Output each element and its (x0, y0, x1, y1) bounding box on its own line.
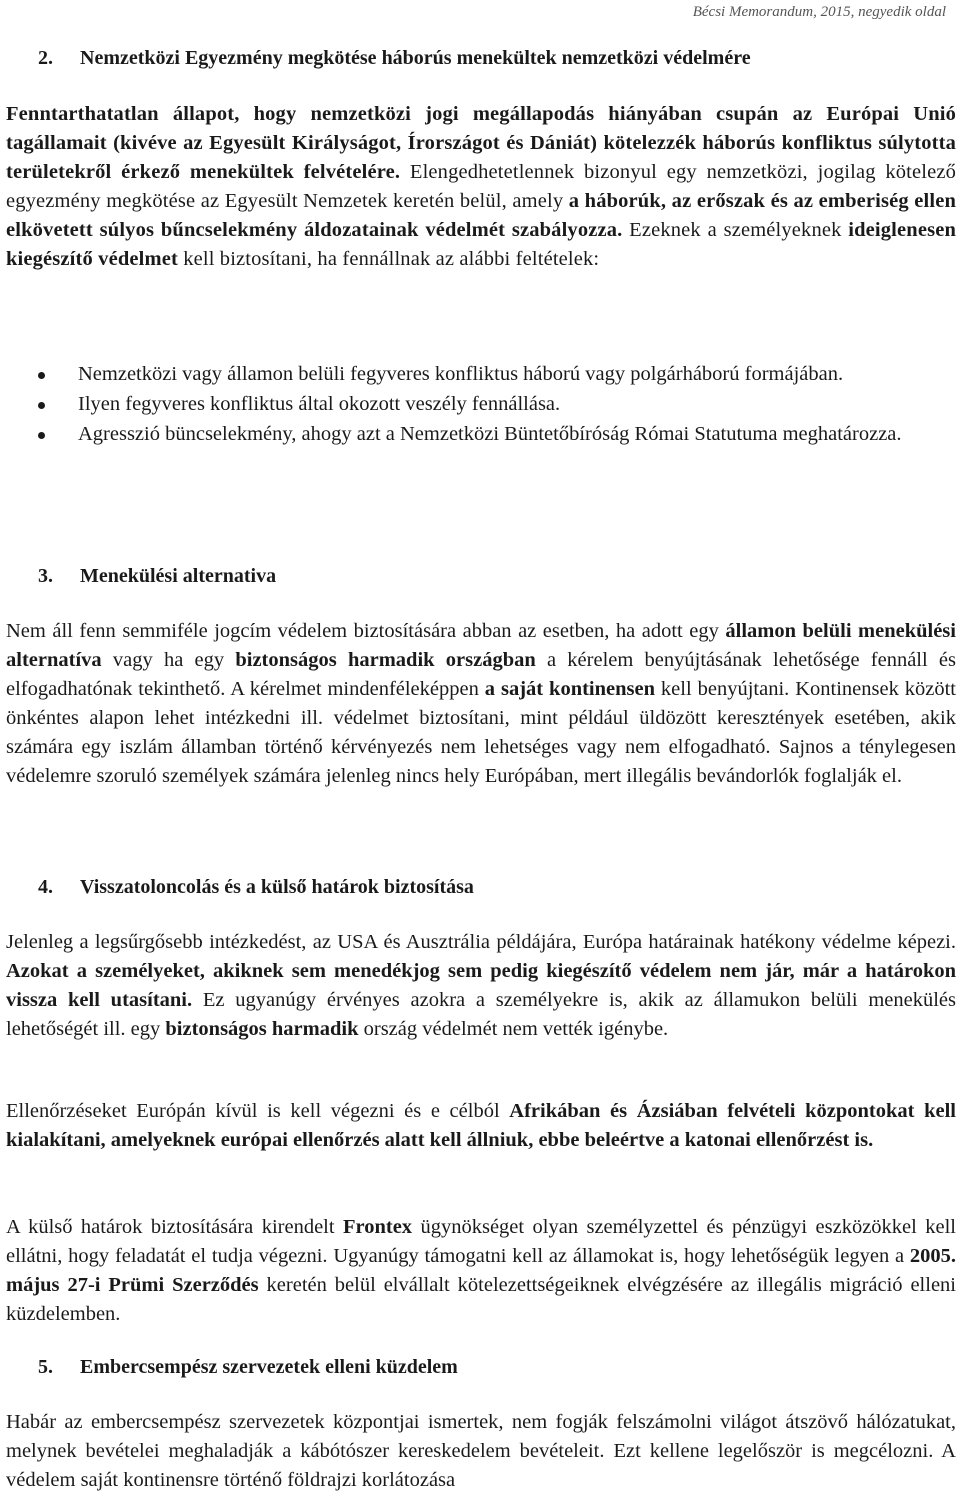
section-3-title: Menekülési alternativa (80, 565, 277, 587)
list-item: Nemzetközi vagy államon belüli fegyveres konfliktus háború vagy polgárháború formájában. (38, 360, 956, 389)
section-5-title: Embercsempész szervezetek elleni küzdelem (80, 1356, 458, 1378)
section-3-heading (38, 565, 276, 588)
section-5-number: 5. (38, 1356, 53, 1378)
section-4-number: 4. (38, 876, 53, 898)
section-4-heading (38, 876, 474, 899)
list-item: Agresszió büncselekmény, ahogy azt a Nemzetközi Büntetőbíróság Római Statutuma meghatározza. (38, 420, 956, 449)
section-2-heading (38, 47, 751, 70)
page-header: Bécsi Memorandum, 2015, negyedik oldal (692, 4, 946, 20)
section-4-paragraph-1: Jelenleg a legsűrgősebb intézkedést, az USA és Ausztrália példájára, Európa határainak hatékony védelme képezi. Azokat a személyeket, akiknek sem menedékjog sem pedig kiegészítő védelem nem jár, már a határokon vissza kell utasítani. Ez ugyanúgy érvényes azokra a személyekre is, akik az államukon belüli menekülés lehetőségét ill. egy biztonságos harmadik ország védelmét nem vették igénybe. (6, 931, 956, 1040)
section-4-title: Visszatoloncolás és a külső határok biztosítása (80, 876, 474, 898)
section-5-paragraph: Habár az embercsempész szervezetek központjai ismertek, nem fogják felszámolni világot átszövő hálózatukat, melynek bevételei meghaladják a kábótószer kereskedelem bevételeit. Ezt kellene legelőször is megcélozni. A védelem saját kontinensre történő földrajzi korlátozása (6, 1411, 956, 1491)
bullet-icon (38, 402, 45, 409)
section-2-title: Nemzetközi Egyezmény megkötése háborús menekültek nemzetközi védelmére (80, 47, 751, 69)
section-4-paragraph-2: Ellenőrzéseket Európán kívül is kell végezni és e célból Afrikában és Ázsiában felvételi központokat kell kialakítani, amelyeknek európai ellenőrzés alatt kell állniuk, ebbe beleértve a katonai ellenőrzést is. (6, 1100, 956, 1151)
section-2-intro: Fenntarthatatlan állapot, hogy nemzetközi jogi megállapodás hiányában csupán az Európai Unió tagállamait (kivéve az Egyesült Királyságot, Írországot és Dániát) kötelezzék háborús konfliktus súlytotta területekről érkező menekültek felvételére. (6, 103, 956, 183)
list-item: Ilyen fegyveres konfliktus által okozott veszély fennállása. (38, 390, 956, 419)
bullet-icon (38, 432, 45, 439)
section-3-paragraph: Nem áll fenn semmiféle jogcím védelem biztosítására abban az esetben, ha adott egy államon belüli menekülési alternatíva vagy ha egy biztonságos harmadik országban a kérelem benyújtásának lehetősége fennáll és elfogadhatónak tekinthető. A kérelmet mindenféleképpen a saját kontinensen kell benyújtani. Kontinensek között önkéntes alapon lehet intézkedni ill. védelmet biztosítani, mint például üldözött keresztények esetében, akik számára egy iszlám államban történő kérvényezés nem lehetséges vagy nem elfogadható. Sajnos a ténylegesen védelemre szoruló személyek számára jelenleg nincs hely Európában, mert illegális bevándorlók foglalják el. (6, 620, 956, 787)
section-4-paragraph-3: A külső határok biztosítására kirendelt Frontex ügynökséget olyan személyzettel és pénzügyi eszközökkel kell ellátni, hogy feladatát el tudja végezni. Ugyanúgy támogatni kell az államokat is, hogy lehetőségük legyen a 2005. május 27-i Prümi Szerződés keretén belül elvállalt kötelezettségeiknek elvégzésére az illegális migráció elleni küzdelemben. (6, 1216, 956, 1325)
conditions-list (38, 360, 956, 450)
section-2-paragraph: Fenntarthatatlan állapot, hogy nemzetközi jogi megállapodás hiányában csupán az Európai Unió tagállamait (kivéve az Egyesült Királyságot, Írországot és Dániát) kötelezzék háborús konfliktus súlytotta területekről érkező menekültek felvételére. Elengedhetetlennek bizonyul egy nemzetközi, jogilag kötelező egyezmény megkötése az Egyesült Nemzetek keretén belül, amely a háborúk, az erőszak és az emberiség ellen elkövetett súlyos bűncselekmény áldozatainak védelmét szabályozza. Ezeknek a személyeknek ideiglenesen kiegészítő védelmet kell biztosítani, ha fennállnak az alábbi feltételek: (6, 103, 957, 270)
bullet-icon (38, 372, 45, 379)
section-5-heading (38, 1356, 458, 1379)
section-2-number: 2. (38, 47, 53, 69)
section-3-number: 3. (38, 565, 53, 587)
